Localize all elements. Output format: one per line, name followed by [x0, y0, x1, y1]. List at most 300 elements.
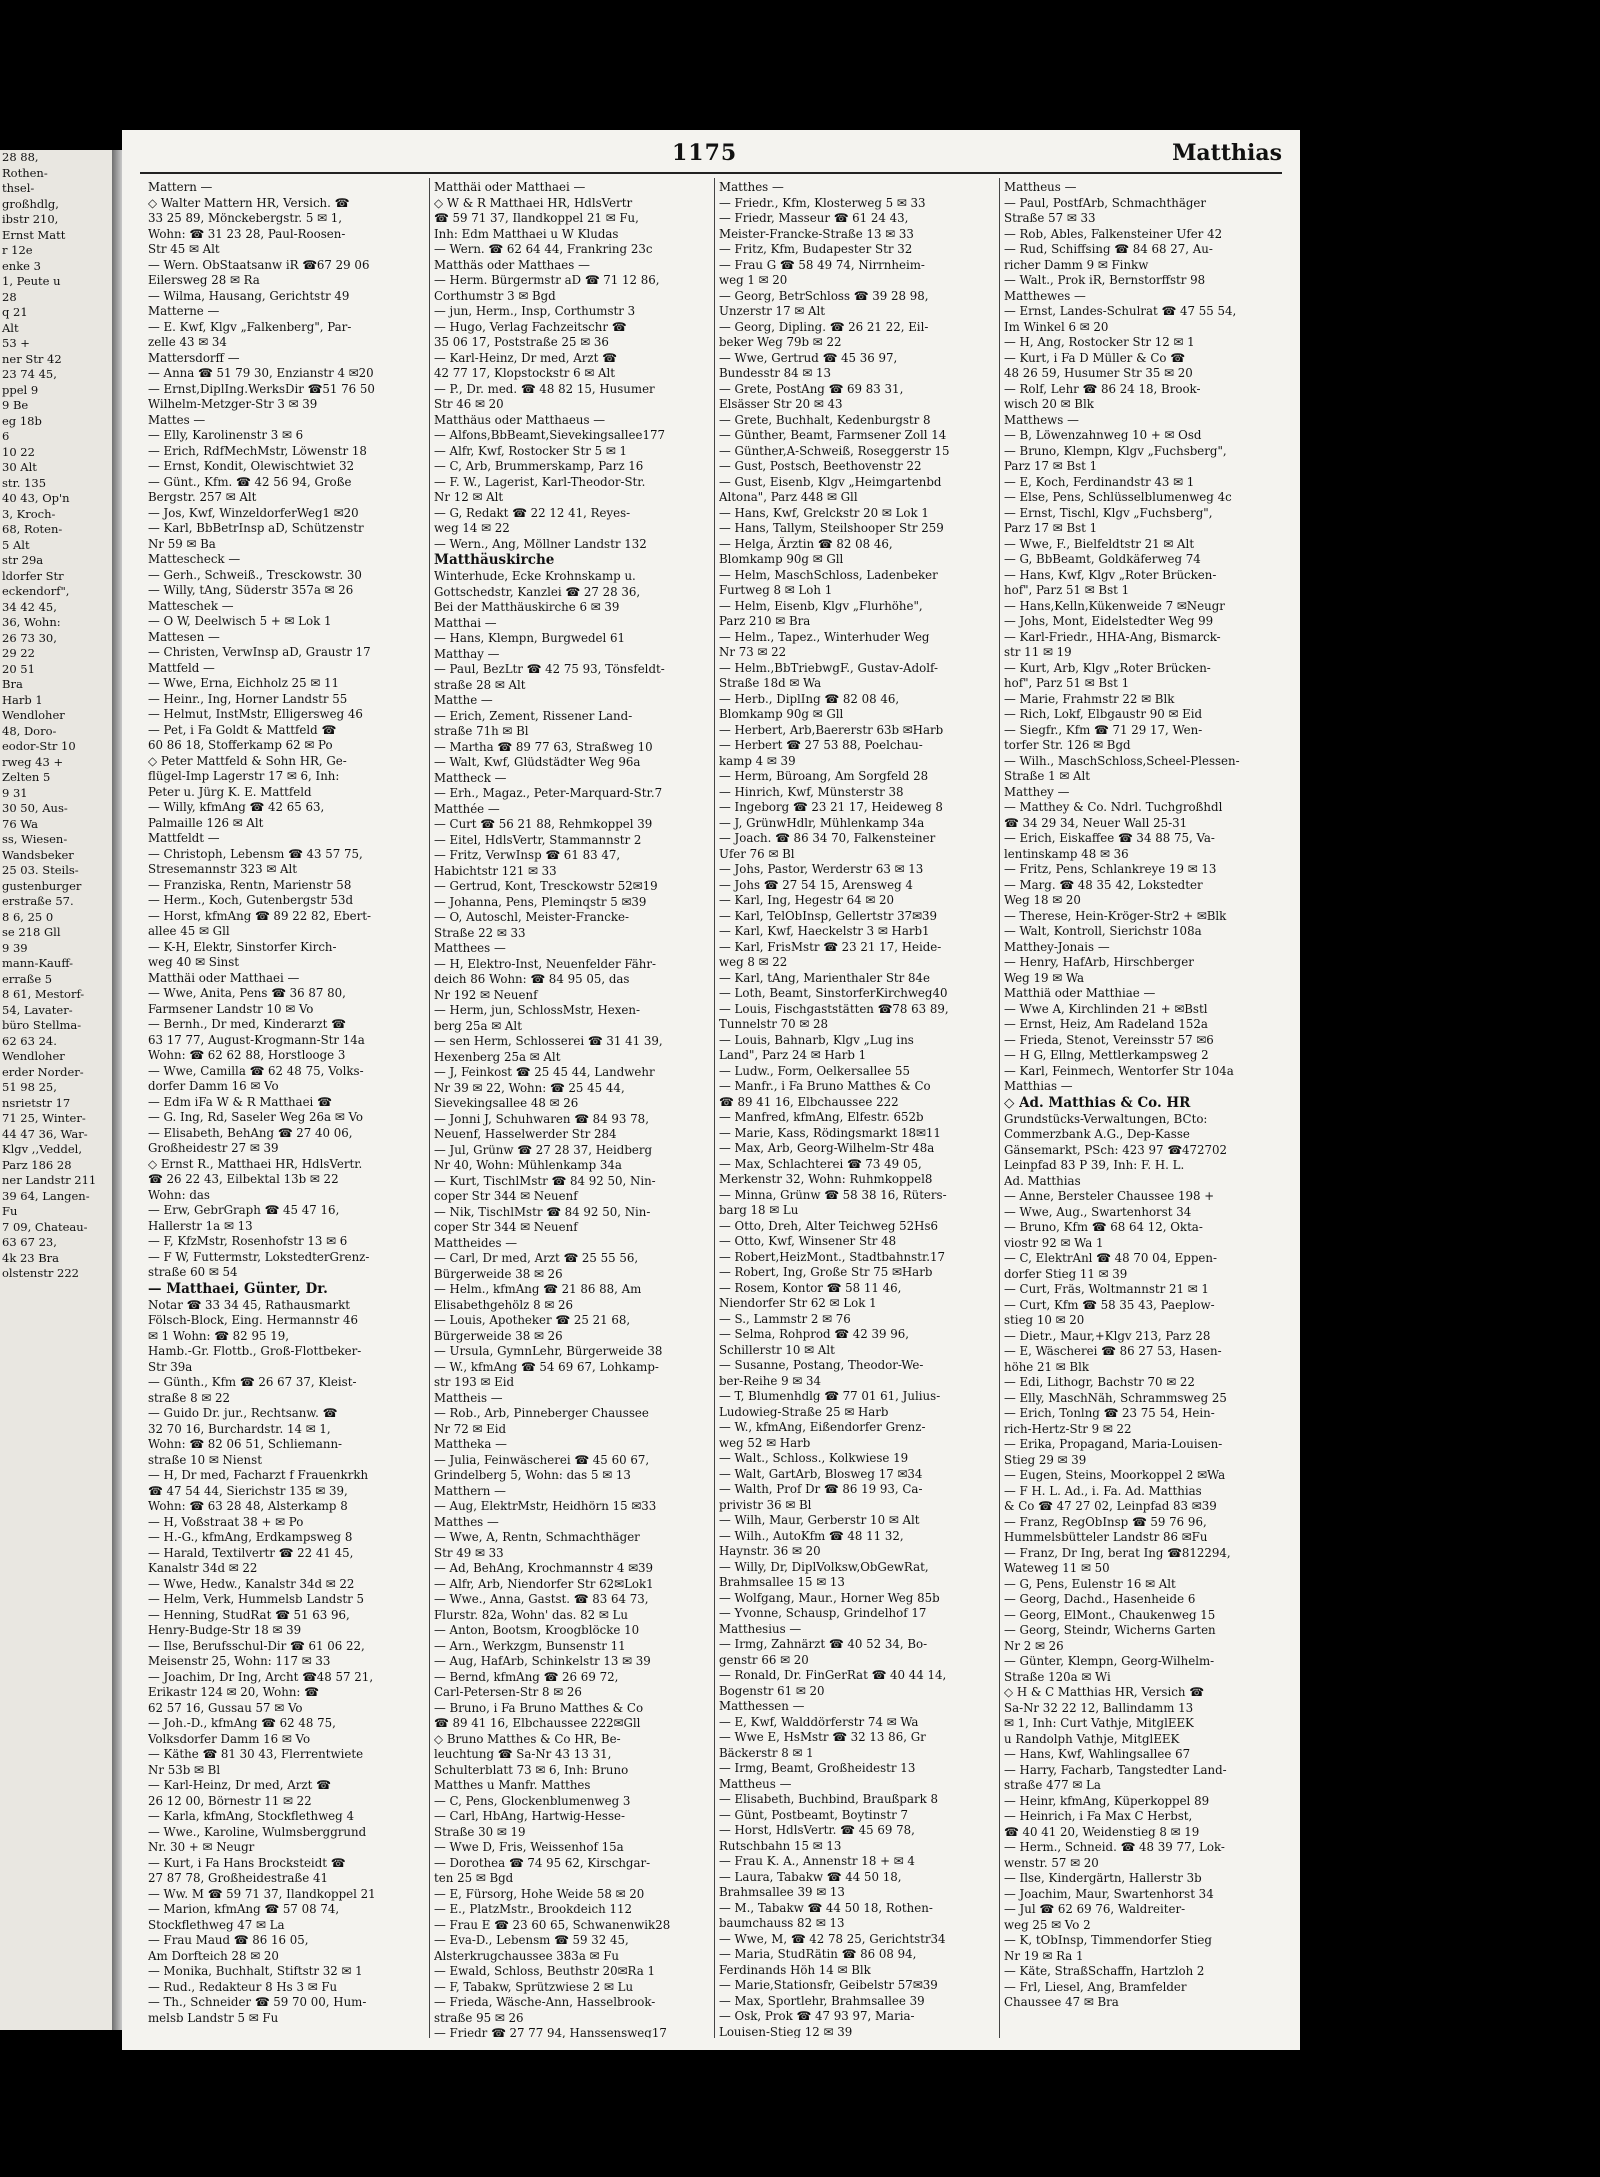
- left-page-text-fragment: thsel-: [2, 181, 35, 195]
- directory-entry-line: & Co ☎ 47 27 02, Leinpfad 83 ✉39: [1004, 1499, 1217, 1513]
- directory-entry-line: — Curt, Fräs, Woltmannstr 21 ✉ 1: [1004, 1282, 1209, 1296]
- directory-entry-line: Matthey —: [1004, 784, 1070, 799]
- directory-entry-line: — H, Ang, Rostocker Str 12 ✉ 1: [1004, 335, 1195, 349]
- directory-entry-line: Am Dorfteich 28 ✉ 20: [148, 1948, 279, 1963]
- directory-entry-line: — Frau Maud ☎ 86 16 05,: [148, 1933, 309, 1947]
- directory-entry-line: — Käthe ☎ 81 30 43, Flerrentwiete: [148, 1747, 364, 1761]
- directory-entry-line: — Wolfgang, Maur., Horner Weg 85b: [719, 1590, 940, 1605]
- directory-entry-line: — Walt., Schloss., Kolkwiese 19: [719, 1451, 909, 1465]
- directory-entry-line: — Herm., Koch, Gutenbergstr 53d: [148, 893, 354, 907]
- directory-entry-line: — Ilse, Berufsschul-Dir ☎ 61 06 22,: [148, 1638, 365, 1653]
- directory-entry-line: — Helga, Ärztin ☎ 82 08 46,: [719, 536, 893, 551]
- directory-entry-line: — G, Pens, Eulenstr 16 ✉ Alt: [1004, 1576, 1176, 1591]
- directory-entry-line: — G. Ing, Rd, Saseler Weg 26a ✉ Vo: [148, 1110, 363, 1124]
- directory-entry-line: — Herbert, Arb,Baererstr 63b ✉Harb: [719, 722, 944, 737]
- page-header: [122, 130, 1300, 176]
- directory-entry-line: — Walt., Prok iR, Bernstorffstr 98: [1004, 273, 1206, 287]
- directory-entry-line: — Osk, Prok ☎ 47 93 97, Maria-: [719, 2009, 915, 2023]
- directory-entry-line: Merkenstr 32, Wohn: Ruhmkoppel8: [719, 1172, 933, 1186]
- directory-entry-line: — Wwe A, Kirchlinden 21 + ✉Bstl: [1004, 1001, 1208, 1016]
- directory-entry-line: dorfer Damm 16 ✉ Vo: [148, 1079, 279, 1093]
- directory-entry-line: weg 40 ✉ Sinst: [148, 955, 240, 969]
- directory-entry-line: straße 10 ✉ Nienst: [148, 1452, 262, 1467]
- directory-entry-line: privistr 36 ✉ Bl: [719, 1497, 812, 1512]
- directory-entry-line: — H.-G., kfmAng, Erdkampsweg 8: [148, 1530, 353, 1544]
- left-page-text-fragment: 48, Doro-: [2, 723, 57, 738]
- directory-entry-line: Straße 22 ✉ 33: [434, 925, 526, 940]
- left-page-text-fragment: 28: [2, 289, 17, 304]
- directory-entry-line: Bergstr. 257 ✉ Alt: [148, 490, 257, 504]
- directory-entry-line: — Eugen, Steins, Moorkoppel 2 ✉Wa: [1004, 1468, 1226, 1482]
- directory-entry-line: — Heinrich, i Fa Max C Herbst,: [1004, 1809, 1193, 1823]
- directory-entry-line: Wilhelm-Metzger-Str 3 ✉ 39: [148, 397, 318, 411]
- directory-entry-line: Eilersweg 28 ✉ Ra: [148, 273, 260, 287]
- directory-entry-line: — Günt, Postbeamt, Boytinstr 7: [719, 1807, 908, 1822]
- directory-entry-line: — Georg, ElMont., Chaukenweg 15: [1004, 1607, 1216, 1622]
- directory-entry-line: Winterhude, Ecke Krohnskamp u.: [434, 569, 636, 583]
- directory-entry-line: straße 8 ✉ 22: [148, 1390, 230, 1405]
- directory-entry-line: ◇ W & R Matthaei HR, HdlsVertr: [434, 195, 633, 210]
- directory-entry-line: Gänsemarkt, PSch: 423 97 ☎472702: [1004, 1142, 1228, 1157]
- directory-entry-line: — Wwe, F., Bielfeldtstr 21 ✉ Alt: [1004, 536, 1195, 551]
- directory-entry-line: — Günter, Klempn, Georg-Wilhelm-: [1004, 1654, 1215, 1668]
- left-page-text-fragment: 1, Peute u: [2, 274, 61, 288]
- directory-entry-line: — E, Koch, Ferdinandstr 43 ✉ 1: [1004, 474, 1195, 489]
- left-page-text-fragment: 40 43, Op'n: [2, 491, 70, 505]
- directory-entry-line: Gottschedstr, Kanzlei ☎ 27 28 36,: [434, 584, 641, 599]
- left-page-text-fragment: 39 64, Langen-: [2, 1188, 90, 1203]
- directory-entry-line: — Frieda, Wäsche-Ann, Hasselbrook-: [434, 1995, 656, 2009]
- directory-entry-line: — Elisabeth, BehAng ☎ 27 40 06,: [148, 1125, 353, 1140]
- left-page-text-fragment: 29 22: [2, 646, 35, 660]
- directory-entry-line: Brahmsallee 15 ✉ 13: [719, 1575, 845, 1589]
- left-page-text-fragment: q 21: [2, 305, 28, 319]
- directory-entry-line: — Robert,HeizMont., Stadtbahnstr.17: [719, 1249, 946, 1264]
- directory-entry-line: — Georg, Dachd., Hasenheide 6: [1004, 1592, 1196, 1606]
- directory-entry-line: — Walt, GartArb, Blosweg 17 ✉34: [719, 1466, 923, 1481]
- directory-entry-line: straße 28 ✉ Alt: [434, 677, 526, 692]
- directory-entry-line: — C, ElektrAnl ☎ 48 70 04, Eppen-: [1004, 1251, 1217, 1265]
- directory-entry-line: — Günther,A-Schweiß, Roseggerstr 15: [719, 443, 950, 458]
- directory-entry-line: — Franz, Dr Ing, berat Ing ☎812294,: [1004, 1545, 1231, 1560]
- directory-entry-line: weg 8 ✉ 22: [719, 955, 788, 969]
- directory-entry-line: stieg 10 ✉ 20: [1004, 1313, 1085, 1327]
- directory-entry-line: — Wilh., MaschSchloss,Scheel-Plessen-: [1004, 753, 1240, 768]
- page-number: 1175: [672, 140, 738, 166]
- directory-entry-line: — Herm. Bürgermstr aD ☎ 71 12 86,: [434, 273, 660, 287]
- directory-entry-line: Matthäus oder Matthaeus —: [434, 412, 606, 427]
- directory-entry-line: Straße 57 ✉ 33: [1004, 211, 1096, 225]
- directory-page: [122, 130, 1300, 2050]
- directory-entry-line: — Rosem, Kontor ☎ 58 11 46,: [719, 1280, 902, 1295]
- directory-entry-line: Mattheus —: [1004, 180, 1077, 194]
- directory-entry-line: — Paul, PostfArb, Schmachthäger: [1004, 195, 1207, 210]
- directory-entry-line: — Christoph, Lebensm ☎ 43 57 75,: [148, 846, 363, 861]
- left-page-text-fragment: Rothen-: [2, 165, 48, 180]
- directory-entry-line: — Franz, RegObInsp ☎ 59 76 96,: [1004, 1514, 1207, 1529]
- directory-entry-line: Ludowieg-Straße 25 ✉ Harb: [719, 1404, 889, 1419]
- directory-entry-line: Flurstr. 82a, Wohn' das. 82 ✉ Lu: [434, 1607, 628, 1622]
- directory-entry-line: Matthes —: [434, 1514, 499, 1529]
- directory-entry-line: — Curt ☎ 56 21 88, Rehmkoppel 39: [434, 817, 653, 831]
- directory-entry-line: — S., Lammstr 2 ✉ 76: [719, 1311, 851, 1326]
- directory-entry-line: Commerzbank A.G., Dep-Kasse: [1004, 1127, 1190, 1141]
- directory-entry-line: Wohn: das: [148, 1187, 210, 1202]
- directory-entry-line: — Wwe, A, Rentn, Schmachthäger: [434, 1530, 640, 1544]
- directory-entry-line: — E, Fürsorg, Hohe Weide 58 ✉ 20: [434, 1886, 645, 1901]
- directory-entry-line: Grundstücks-Verwaltungen, BCto:: [1004, 1111, 1208, 1126]
- left-page-text-fragment: 68, Roten-: [2, 522, 63, 536]
- directory-entry-line: — Günther, Beamt, Farmsener Zoll 14: [719, 428, 947, 442]
- directory-entry-line: 33 25 89, Mönckebergstr. 5 ✉ 1,: [148, 211, 343, 225]
- directory-entry-line: — Louis, Apotheker ☎ 25 21 68,: [434, 1313, 631, 1327]
- directory-entry-line: — Karl, tAng, Marienthaler Str 84e: [719, 970, 931, 985]
- directory-entry-line: — Erich, Zement, Rissener Land-: [434, 708, 633, 723]
- directory-entry-line: — Friedr, Masseur ☎ 61 24 43,: [719, 211, 909, 225]
- directory-entry-line: weg 1 ✉ 20: [719, 273, 788, 287]
- left-page-text-fragment: Zelten 5: [2, 770, 51, 784]
- directory-entry-line: richer Damm 9 ✉ Finkw: [1004, 257, 1149, 272]
- directory-entry-line: Parz 210 ✉ Bra: [719, 614, 811, 628]
- directory-entry-line: wisch 20 ✉ Blk: [1004, 397, 1094, 411]
- directory-entry-line: Neuenf, Hasselwerder Str 284: [434, 1127, 617, 1141]
- directory-entry-line: Straße 18d ✉ Wa: [719, 676, 822, 690]
- directory-entry-line: — Marion, kfmAng ☎ 57 08 74,: [148, 1902, 340, 1916]
- left-page-text-fragment: Alt: [2, 320, 19, 335]
- directory-entry-line: — Elly, MaschNäh, Schrammsweg 25: [1004, 1390, 1227, 1405]
- directory-entry-line: — F. W., Lagerist, Karl-Theodor-Str.: [434, 474, 646, 489]
- directory-entry-line: Chaussee 47 ✉ Bra: [1004, 1995, 1119, 2009]
- directory-entry-line: — Helm, Verk, Hummelsb Landstr 5: [148, 1592, 365, 1606]
- directory-entry-line: Mattfeld —: [148, 660, 215, 675]
- directory-entry-line: — Marg. ☎ 48 35 42, Lokstedter: [1004, 877, 1203, 892]
- left-page-text-fragment: 26 73 30,: [2, 630, 57, 645]
- directory-entry-line: Bogenstr 61 ✉ 20: [719, 1683, 825, 1698]
- directory-entry-line: — W., kfmAng, Eißendorfer Grenz-: [719, 1420, 926, 1434]
- directory-entry-line: — Johs, Mont, Eidelstedter Weg 99: [1004, 614, 1214, 628]
- left-page-text-fragment: Harb 1: [2, 692, 43, 707]
- directory-entry-line: — Wern. ObStaatsanw iR ☎67 29 06: [148, 257, 370, 272]
- left-page-text-fragment: 63 67 23,: [2, 1235, 57, 1249]
- left-page-text-fragment: 9 31: [2, 785, 28, 800]
- directory-entry-line: — Selma, Rohprod ☎ 42 39 96,: [719, 1327, 910, 1341]
- directory-entry-line: Matthesius —: [719, 1621, 802, 1636]
- directory-entry-line: — Ursula, GymnLehr, Bürgerweide 38: [434, 1344, 663, 1358]
- left-page-text-fragment: ibstr 210,: [2, 212, 59, 226]
- directory-entry-line: Matthée —: [434, 801, 500, 816]
- directory-entry-line: genstr 66 ✉ 20: [719, 1652, 809, 1667]
- directory-entry-line: Nr 12 ✉ Alt: [434, 490, 504, 504]
- left-page-text-fragment: ppel 9: [2, 382, 39, 397]
- directory-entry-line: — Karl-Friedr., HHA-Ang, Bismarck-: [1004, 629, 1221, 644]
- directory-entry-line: Wateweg 11 ✉ 50: [1004, 1561, 1110, 1575]
- left-page-fragment: [0, 150, 112, 2030]
- directory-entry-line: — Willy, tAng, Süderstr 357a ✉ 26: [148, 583, 354, 597]
- directory-entry-line: Bürgerweide 38 ✉ 26: [434, 1266, 563, 1281]
- directory-entry-line: Niendorfer Str 62 ✉ Lok 1: [719, 1296, 877, 1310]
- directory-entry-line: — Marie, Kass, Rödingsmarkt 18✉11: [719, 1125, 941, 1140]
- directory-entry-line: — Erw, GebrGraph ☎ 45 47 16,: [148, 1203, 340, 1217]
- directory-entry-line: Wohn: ☎ 62 62 88, Horstlooge 3: [148, 1048, 346, 1062]
- directory-entry-line: Bäckerstr 8 ✉ 1: [719, 1745, 814, 1760]
- directory-entry-line: — Irmg, Zahnärzt ☎ 40 52 34, Bo-: [719, 1637, 928, 1651]
- directory-entry-line: melsb Landstr 5 ✉ Fu: [148, 2010, 279, 2025]
- directory-entry-line: — Karl-Heinz, Dr med, Arzt ☎: [148, 1778, 331, 1792]
- directory-entry-line: Mattheus —: [719, 1776, 792, 1791]
- directory-entry-line: — Curt, Kfm ☎ 58 35 43, Paeplow-: [1004, 1297, 1215, 1312]
- directory-entry-line: — Karla, kfmAng, Stockflethweg 4: [148, 1809, 354, 1823]
- directory-entry-line: — Laura, Tabakw ☎ 44 50 18,: [719, 1869, 902, 1884]
- directory-entry-line: Str 46 ✉ 20: [434, 397, 504, 411]
- left-page-text-fragment: 34 42 45,: [2, 599, 57, 614]
- left-page-text-fragment: enke 3: [2, 258, 41, 273]
- directory-entry-line: — Frau G ☎ 58 49 74, Nirrnheim-: [719, 257, 925, 272]
- left-page-text-fragment: 4k 23 Bra: [2, 1250, 60, 1265]
- directory-entry-line: — Wwe, Gertrud ☎ 45 36 97,: [719, 350, 898, 365]
- directory-entry-line: ☎ 47 54 44, Sierichstr 135 ✉ 39,: [148, 1483, 348, 1498]
- directory-entry-line: weg 14 ✉ 22: [434, 521, 510, 535]
- directory-entry-line: Str 39a: [148, 1359, 193, 1374]
- directory-entry-line: Unzerstr 17 ✉ Alt: [719, 304, 825, 318]
- directory-entry-line: — Joach. ☎ 86 34 70, Falkensteiner: [719, 831, 936, 845]
- left-page-text-fragment: 30 50, Aus-: [2, 801, 68, 815]
- directory-entry-line: Brahmsallee 39 ✉ 13: [719, 1885, 845, 1899]
- directory-entry-line: — Wwe, M, ☎ 42 78 25, Gerichtstr34: [719, 1931, 946, 1946]
- directory-entry-line: — Guido Dr. jur., Rechtsanw. ☎: [148, 1406, 338, 1420]
- directory-entry-line: — Günt., Kfm. ☎ 42 56 94, Große: [148, 474, 352, 489]
- directory-entry-line: 48 26 59, Husumer Str 35 ✉ 20: [1004, 366, 1193, 380]
- directory-entry-line: Bürgerweide 38 ✉ 26: [434, 1328, 563, 1343]
- directory-entry-line: Matthessen —: [719, 1699, 805, 1713]
- left-page-text-fragment: 44 47 36, War-: [2, 1126, 88, 1141]
- directory-entry-line: — P., Dr. med. ☎ 48 82 15, Husumer: [434, 381, 655, 396]
- directory-entry-line: — H, Elektro-Inst, Neuenfelder Fähr-: [434, 956, 657, 971]
- directory-entry-line: Peter u. Jürg K. E. Mattfeld: [148, 784, 312, 799]
- directory-entry-line: — Ludw., Form, Oelkersallee 55: [719, 1063, 910, 1078]
- directory-entry-line: Schillerstr 10 ✉ Alt: [719, 1342, 835, 1357]
- directory-entry-line: weg 52 ✉ Harb: [719, 1435, 811, 1450]
- directory-entry-line: Grindelberg 5, Wohn: das 5 ✉ 13: [434, 1468, 631, 1482]
- directory-entry-line: — Eitel, HdlsVertr, Stammannstr 2: [434, 832, 642, 847]
- directory-entry-line: — Franziska, Rentn, Marienstr 58: [148, 877, 352, 892]
- directory-entry-line: Ad. Matthias: [1004, 1173, 1081, 1188]
- directory-entry-line: — Alfr, Kwf, Rostocker Str 5 ✉ 1: [434, 443, 628, 458]
- directory-entry-line: — Wilh., AutoKfm ☎ 48 11 32,: [719, 1528, 904, 1543]
- directory-entry-line: — Rolf, Lehr ☎ 86 24 18, Brook-: [1004, 381, 1201, 396]
- directory-entry-line: — Pet, i Fa Goldt & Mattfeld ☎: [148, 722, 337, 737]
- directory-entry-line: ◇ Ernst R., Matthaei HR, HdlsVertr.: [148, 1156, 363, 1171]
- directory-entry-line: — Ernst, Heiz, Am Radeland 152a: [1004, 1017, 1208, 1031]
- directory-entry-line: Nr 72 ✉ Eid: [434, 1421, 507, 1436]
- directory-entry-line: 60 86 18, Stofferkamp 62 ✉ Po: [148, 738, 333, 752]
- directory-entry-line: — Ernst, Kondit, Olewischtwiet 32: [148, 459, 355, 473]
- directory-entry-line: Matthäs oder Matthaes —: [434, 257, 590, 272]
- directory-entry-line: ten 25 ✉ Bgd: [434, 1871, 514, 1885]
- left-page-text-fragment: 6: [2, 429, 10, 443]
- directory-entry-line: Corthumstr 3 ✉ Bgd: [434, 288, 556, 303]
- directory-entry-line: — Wilma, Hausang, Gerichtstr 49: [148, 288, 350, 303]
- directory-entry-line: Mattersdorff —: [148, 350, 240, 365]
- left-page-text-fragment: 36, Wohn:: [2, 615, 61, 629]
- left-page-text-fragment: ldorfer Str: [2, 568, 64, 583]
- directory-entry-line: — E, Kwf, Walddörferstr 74 ✉ Wa: [719, 1714, 919, 1729]
- directory-entry-line: — Walt, Kwf, Glüdstädter Weg 96a: [434, 755, 641, 769]
- directory-entry-line: Matthe —: [434, 693, 493, 707]
- directory-entry-line: — M., Tabakw ☎ 44 50 18, Rothen-: [719, 1900, 933, 1915]
- directory-entry-line: barg 18 ✉ Lu: [719, 1203, 799, 1217]
- directory-entry-line: Matthai —: [434, 615, 497, 630]
- left-page-text-fragment: ss, Wiesen-: [2, 832, 68, 846]
- directory-entry-line: Meister-Francke-Straße 13 ✉ 33: [719, 226, 914, 241]
- directory-entry-line: — C, Arb, Brummerskamp, Parz 16: [434, 459, 644, 473]
- directory-entry-line: Inh: Edm Matthaei u W Kludas: [434, 226, 619, 241]
- directory-entry-line: — Bruno, Kfm ☎ 68 64 12, Okta-: [1004, 1220, 1203, 1234]
- directory-entry-line: — F, Tabakw, Sprützwiese 2 ✉ Lu: [434, 1979, 634, 1994]
- directory-entry-line: — Hans, Klempn, Burgwedel 61: [434, 631, 626, 645]
- directory-entry-line: — Bruno, Klempn, Klgv „Fuchsberg",: [1004, 443, 1227, 458]
- directory-entry-line: Matthias —: [1004, 1079, 1073, 1093]
- directory-entry-line: Straße 30 ✉ 19: [434, 1824, 526, 1839]
- directory-entry-line: — Georg, Steindr, Wicherns Garten: [1004, 1623, 1216, 1637]
- directory-entry-line: — Frau K. A., Annenstr 18 + ✉ 4: [719, 1854, 915, 1868]
- directory-entry-line: Henry-Budge-Str 18 ✉ 39: [148, 1623, 302, 1637]
- directory-entry-line: — Georg, Dipling. ☎ 26 21 22, Eil-: [719, 319, 929, 334]
- directory-entry-line: — F W, Futtermstr, LokstedterGrenz-: [148, 1249, 370, 1264]
- directory-entry-line: Matthäi oder Matthaei —: [434, 180, 586, 194]
- directory-entry-line: Matthäi oder Matthaei —: [148, 970, 300, 985]
- directory-entry-line: — Anton, Bootsm, Kroogblöcke 10: [434, 1623, 640, 1637]
- directory-entry-line: — Ronald, Dr. FinGerRat ☎ 40 44 14,: [719, 1668, 947, 1682]
- directory-entry-line: — Karl, TelObInsp, Gellertstr 37✉39: [719, 908, 938, 923]
- directory-entry-line: — Hugo, Verlag Fachzeitschr ☎: [434, 319, 627, 334]
- running-head: Matthias: [1172, 140, 1282, 166]
- directory-entry-line: Farmsener Landstr 10 ✉ Vo: [148, 1001, 314, 1016]
- directory-entry-line: ☎ 34 29 34, Neuer Wall 25-31: [1004, 815, 1188, 830]
- directory-entry-line: coper Str 344 ✉ Neuenf: [434, 1220, 578, 1234]
- directory-entry-line: — Jonni J, Schuhwaren ☎ 84 93 78,: [434, 1111, 649, 1126]
- directory-entry-line: straße 71h ✉ Bl: [434, 724, 529, 738]
- directory-entry-line: coper Str 344 ✉ Neuenf: [434, 1189, 578, 1203]
- directory-entry-line: — Friedr., Kfm, Klosterweg 5 ✉ 33: [719, 195, 926, 210]
- directory-entry-line: — Kurt, i Fa D Müller & Co ☎: [1004, 350, 1185, 365]
- left-page-text-fragment: erder Norder-: [2, 1064, 84, 1079]
- directory-entry-line: zelle 43 ✉ 34: [148, 335, 227, 349]
- directory-entry-line: — W., kfmAng ☎ 54 69 67, Lohkamp-: [434, 1359, 659, 1374]
- directory-entry-line: rich-Hertz-Str 9 ✉ 22: [1004, 1421, 1132, 1436]
- directory-entry-line: — Ilse, Kindergärtn, Hallerstr 3b: [1004, 1871, 1202, 1885]
- directory-entry-line: — Christen, VerwInsp aD, Graustr 17: [148, 645, 371, 659]
- directory-entry-line: Louisen-Stieg 12 ✉ 39: [719, 2024, 853, 2038]
- directory-entry-line: — Yvonne, Schausp, Grindelhof 17: [719, 1606, 927, 1620]
- directory-entry-line: Altona", Parz 448 ✉ Gll: [719, 490, 858, 504]
- directory-entry-line: — Joachim, Maur, Swartenhorst 34: [1004, 1886, 1214, 1901]
- directory-entry-line: ☎ 59 71 37, Ilandkoppel 21 ✉ Fu,: [434, 211, 639, 225]
- directory-entry-line: — Marie, Frahmstr 22 ✉ Blk: [1004, 691, 1175, 706]
- directory-entry-line: — G, Redakt ☎ 22 12 41, Reyes-: [434, 505, 631, 520]
- directory-entry-line: ◇ Ad. Matthias & Co. HR: [1004, 1094, 1191, 1111]
- directory-entry-line: — Willy, kfmAng ☎ 42 65 63,: [148, 800, 325, 814]
- left-page-text-fragment: r 12e: [2, 243, 33, 257]
- directory-entry-line: viostr 92 ✉ Wa 1: [1004, 1235, 1104, 1250]
- directory-entry-line: Matthiä oder Matthiae —: [1004, 986, 1156, 1000]
- directory-entry-line: — Rud, Schiffsing ☎ 84 68 27, Au-: [1004, 242, 1213, 256]
- directory-entry-line: — Harald, Textilvertr ☎ 22 41 45,: [148, 1545, 354, 1560]
- directory-entry-line: — H G, Ellng, Mettlerkampsweg 2: [1004, 1048, 1209, 1062]
- directory-entry-line: — Bernd, kfmAng ☎ 26 69 72,: [434, 1669, 619, 1684]
- directory-entry-line: Straße 1 ✉ Alt: [1004, 769, 1091, 783]
- directory-entry-line: — Matthaei, Günter, Dr.: [148, 1280, 328, 1297]
- directory-entry-line: Tunnelstr 70 ✉ 28: [719, 1017, 829, 1031]
- directory-entry-line: — Wwe, Hedw., Kanalstr 34d ✉ 22: [148, 1576, 355, 1591]
- directory-entry-line: — Johs, Pastor, Werderstr 63 ✉ 13: [719, 862, 924, 876]
- directory-entry-line: Ferdinands Höh 14 ✉ Blk: [719, 1962, 871, 1977]
- directory-entry-line: — Johs ☎ 27 54 15, Arensweg 4: [719, 877, 913, 892]
- directory-entry-line: — Max, Sportlehr, Brahmsallee 39: [719, 1993, 925, 2008]
- directory-entry-line: — E. Kwf, Klgv „Falkenberg", Par-: [148, 319, 352, 334]
- directory-entry-line: — Karl, Feinmech, Wentorfer Str 104a: [1004, 1063, 1234, 1078]
- directory-entry-line: — Edi, Lithogr, Bachstr 70 ✉ 22: [1004, 1375, 1195, 1389]
- directory-entry-line: — Frau E ☎ 23 60 65, Schwanenwik28: [434, 1917, 671, 1932]
- directory-entry-line: 35 06 17, Poststraße 25 ✉ 36: [434, 335, 609, 349]
- directory-entry-line: — Paul, BezLtr ☎ 42 75 93, Tönsfeldt-: [434, 662, 665, 676]
- directory-entry-line: — Wwe, Camilla ☎ 62 48 75, Volks-: [148, 1063, 364, 1078]
- directory-entry-line: Volksdorfer Damm 16 ✉ Vo: [148, 1731, 311, 1746]
- directory-entry-line: — Nik, TischlMstr ☎ 84 92 50, Nin-: [434, 1204, 651, 1219]
- left-page-text-fragment: 76 Wa: [2, 816, 38, 831]
- directory-entry-line: — Rob, Ables, Falkensteiner Ufer 42: [1004, 226, 1223, 241]
- left-page-text-fragment: str 29a: [2, 553, 44, 567]
- left-page-text-fragment: 9 39: [2, 940, 28, 955]
- directory-entry-line: Matthay —: [434, 646, 500, 661]
- directory-entry-line: — Elisabeth, Buchbind, Braußpark 8: [719, 1792, 939, 1806]
- directory-entry-line: — Kurt, Arb, Klgv „Roter Brücken-: [1004, 660, 1211, 675]
- directory-entry-line: Str 49 ✉ 33: [434, 1545, 504, 1560]
- directory-entry-line: — Else, Pens, Schlüsselblumenweg 4c: [1004, 490, 1232, 504]
- directory-entry-line: Habichtstr 121 ✉ 33: [434, 863, 557, 878]
- directory-entry-line: — Edm iFa W & R Matthaei ☎: [148, 1094, 332, 1109]
- directory-entry-line: — Wwe E, HsMstr ☎ 32 13 86, Gr: [719, 1730, 926, 1744]
- directory-entry-line: — Käte, StraßSchaffn, Hartzloh 2: [1004, 1964, 1205, 1978]
- directory-entry-line: Carl-Petersen-Str 8 ✉ 26: [434, 1685, 582, 1699]
- directory-entry-line: — Erich, Tonlng ☎ 23 75 54, Hein-: [1004, 1406, 1215, 1420]
- directory-entry-line: — J, GrünwHdlr, Mühlenkamp 34a: [719, 815, 925, 830]
- directory-entry-line: Kanalstr 34d ✉ 22: [148, 1561, 258, 1575]
- directory-entry-line: — Fritz, VerwInsp ☎ 61 83 47,: [434, 848, 621, 862]
- left-page-text-fragment: 62 63 24.: [2, 1033, 57, 1048]
- directory-entry-line: — Irmg, Beamt, Großheidestr 13: [719, 1761, 916, 1775]
- directory-columns: [144, 178, 1286, 2038]
- left-page-text-fragment: nsrietstr 17: [2, 1095, 71, 1110]
- directory-entry-line: Bundesstr 84 ✉ 13: [719, 366, 832, 380]
- directory-entry-line: — Wwe., Karoline, Wulmsberggrund: [148, 1824, 367, 1839]
- directory-entry-line: leuchtung ☎ Sa-Nr 43 13 31,: [434, 1747, 612, 1761]
- directory-entry-line: Str 45 ✉ Alt: [148, 242, 220, 256]
- directory-entry-line: Im Winkel 6 ✉ 20: [1004, 319, 1109, 334]
- directory-entry-line: — Carl, Dr med, Arzt ☎ 25 55 56,: [434, 1251, 639, 1265]
- directory-entry-line: — Erich, Eiskaffee ☎ 34 88 75, Va-: [1004, 831, 1215, 845]
- left-page-text-fragment: 8 6, 25 0: [2, 909, 54, 924]
- directory-entry-line: — Erika, Propagand, Maria-Louisen-: [1004, 1437, 1223, 1451]
- directory-entry-line: Land", Parz 24 ✉ Harb 1: [719, 1048, 867, 1062]
- left-page-text-fragment: gustenburger: [2, 878, 82, 893]
- directory-entry-line: Schulterblatt 73 ✉ 6, Inh: Bruno: [434, 1762, 629, 1777]
- directory-entry-line: Nr 39 ✉ 22, Wohn: ☎ 25 45 44,: [434, 1080, 625, 1095]
- directory-entry-line: — Max, Arb, Georg-Wilhelm-Str 48a: [719, 1141, 935, 1155]
- directory-entry-line: — Rob., Arb, Pinneberger Chaussee: [434, 1406, 649, 1420]
- directory-entry-line: — Henning, StudRat ☎ 51 63 96,: [148, 1607, 350, 1622]
- directory-entry-line: — Ewald, Schloss, Beuthstr 20✉Ra 1: [434, 1964, 655, 1978]
- directory-entry-line: Nr 40, Wohn: Mühlenkamp 34a: [434, 1158, 622, 1172]
